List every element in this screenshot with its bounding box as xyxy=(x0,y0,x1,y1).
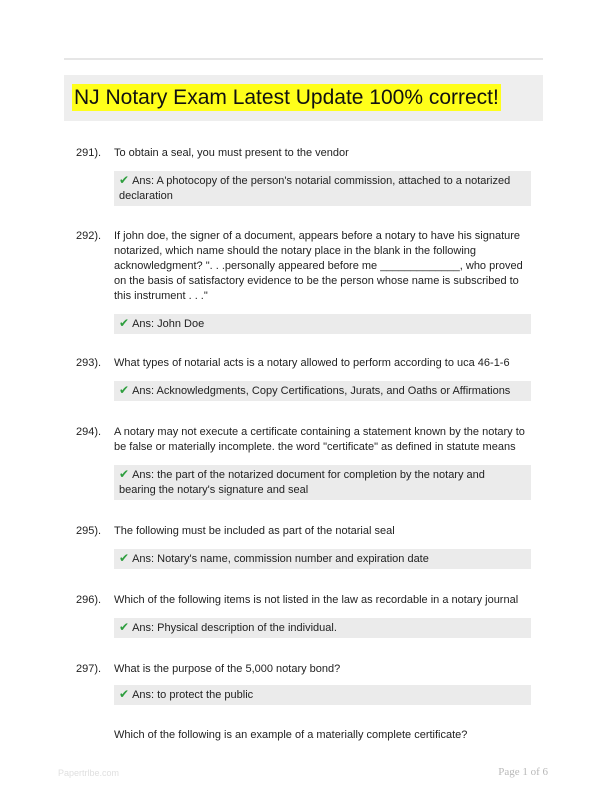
title-banner xyxy=(64,75,543,121)
check-icon: ✔ xyxy=(119,687,130,701)
question-text: Which of the following items is not listed in the law as recordable in a notary journal xyxy=(114,594,519,606)
check-icon: ✔ xyxy=(119,383,130,397)
question-text: What is the purpose of the 5,000 notary bond? xyxy=(114,663,341,675)
page-indicator: Page 1 of 6 xyxy=(498,766,548,778)
question-text: What types of notarial acts is a notary allowed to perform according to uca 46-1-6 xyxy=(114,357,510,369)
answer-text: Ans: John Doe xyxy=(132,318,205,330)
question-text: To obtain a seal, you must present to the vendor xyxy=(114,147,349,159)
answer-box xyxy=(114,685,531,705)
question-text: The following must be included as part of the notarial seal xyxy=(114,525,395,537)
top-divider xyxy=(64,58,543,60)
answer-text: Ans: the part of the notarized document for completion by the notary and bearing the notary's signature and seal xyxy=(119,469,485,496)
answer-box xyxy=(114,381,531,401)
answer-box xyxy=(114,465,531,500)
question-text: Which of the following is an example of a materially complete certificate? xyxy=(114,729,468,741)
question-text: A notary may not execute a certificate containing a statement known by the notary to be false or materially incomplete. the word "certificate" as defined in statute means xyxy=(114,426,525,453)
question-number: 292). xyxy=(76,230,102,242)
answer-text: Ans: A photocopy of the person's notarial commission, attached to a notarized declaration xyxy=(119,175,511,202)
answer-text: Ans: Notary's name, commission number and expiration date xyxy=(132,553,429,565)
answer-text: Ans: to protect the public xyxy=(132,689,254,701)
check-icon: ✔ xyxy=(119,316,130,330)
question-number: 293). xyxy=(76,357,102,369)
check-icon: ✔ xyxy=(119,551,130,565)
answer-box xyxy=(114,171,531,206)
question-number: 296). xyxy=(76,594,102,606)
check-icon: ✔ xyxy=(119,173,130,187)
question-number: 297). xyxy=(76,663,102,675)
question-text: If john doe, the signer of a document, appears before a notary to have his signature notarized, which name should the notary place in the blank in the following acknowledgment? ". . .personally appeared before me _____________, who proved on the basis of satisfactory evidence to be the person whose name is subscribed to this instrument . . ." xyxy=(114,230,523,302)
answer-text: Ans: Acknowledgments, Copy Certifications, Jurats, and Oaths or Affirmations xyxy=(132,385,511,397)
check-icon: ✔ xyxy=(119,620,130,634)
answer-box xyxy=(114,549,531,569)
page-title: NJ Notary Exam Latest Update 100% correct! xyxy=(74,86,499,109)
question-number: 291). xyxy=(76,147,102,159)
question-number: 294). xyxy=(76,426,102,438)
check-icon: ✔ xyxy=(119,467,130,481)
watermark: Papertrlbe.com xyxy=(58,768,120,778)
question-number: 295). xyxy=(76,525,102,537)
answer-box xyxy=(114,618,531,638)
answer-text: Ans: Physical description of the individual. xyxy=(132,622,337,634)
answer-box xyxy=(114,314,531,334)
